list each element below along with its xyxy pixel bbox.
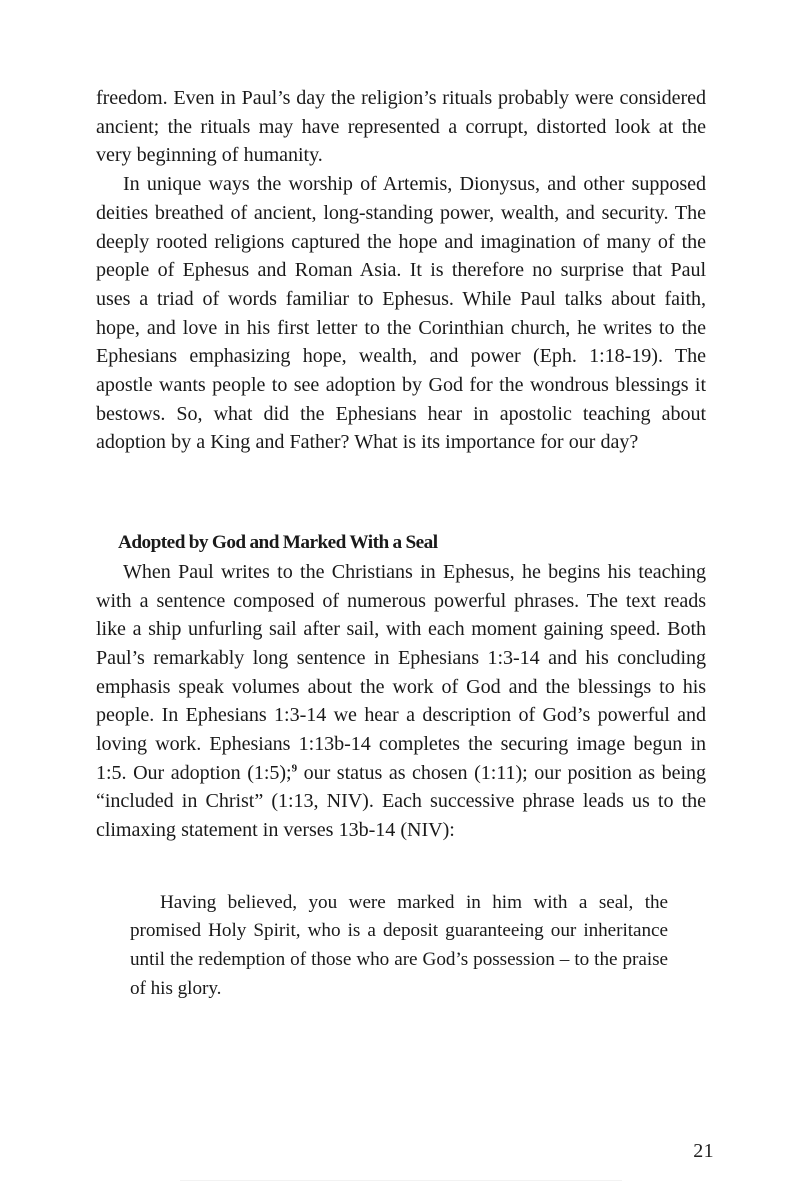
- scan-artifact-line: [180, 1180, 622, 1181]
- paragraph-continued-from-previous-page: freedom. Even in Paul’s day the religion’s rituals probably were considered ancient; the rituals may have represented a corrupt, distorted look at the very beginning of humanity.: [96, 87, 706, 167]
- paragraph-text-segment-1: When Paul writes to the Christians in Ephesus, he begins his teaching with a sentence composed of numerous powerful phrases. The text reads like a ship unfurling sail after sail, with each moment gaining speed. Both Paul’s remarkably long sentence in Ephesians 1:3-14 and his concluding emphasis speak volumes about the work of God and the blessings to his people. In Ephesians 1:3-14 we hear a description of God’s powerful and loving work. Ephesians 1:13b-14 completes the securing image begun in 1:5. Our adoption (1:5);: [96, 560, 706, 784]
- text-column: [96, 84, 706, 1003]
- block-quote-text: Having believed, you were marked in him with a seal, the promised Holy Spirit, who is a deposit guaranteeing our inheritance until the redemption of those who are God’s possession – to the praise of his glory.: [130, 891, 668, 999]
- paragraph-unique-ways: In unique ways the worship of Artemis, Dionysus, and other supposed deities breathed of ancient, long-standing power, wealth, and security. The deeply rooted religions captured the hope and imagination of many of the people of Ephesus and Roman Asia. It is therefore no surprise that Paul uses a triad of words familiar to Ephesus. While Paul talks about faith, hope, and love in his first letter to the Corinthian church, he writes to the Ephesians emphasizing hope, wealth, and power (Eph. 1:18-19). The apostle wants people to see adoption by God for the wondrous blessings it bestows. So, what did the Ephesians hear in apostolic teaching about adoption by a King and Father? What is its importance for our day?: [96, 173, 706, 454]
- heading-spacer: [96, 457, 706, 529]
- section-heading: Adopted by God and Marked With a Seal: [118, 532, 438, 554]
- footnote-reference-marker[interactable]: 9: [291, 762, 298, 775]
- page-number: 21: [693, 1140, 714, 1162]
- paragraph-text-segment-2: our status as chosen (1:11); our position as being “included in Christ” (1:13, NIV). Each successive phrase leads us to the climaxing statement in verses 13b-14 (NIV):: [96, 761, 706, 842]
- scripture-block-quote: [130, 889, 668, 1003]
- paragraph-after-heading: [96, 558, 706, 845]
- block-quote-wrapper: [130, 889, 668, 1003]
